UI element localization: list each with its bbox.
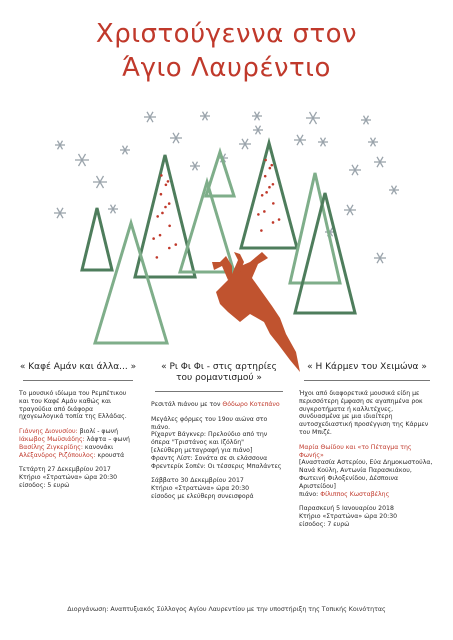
snowflake-icon [374,157,386,167]
event3-entry: είσοδος: 7 ευρώ [299,520,350,528]
program-line: Φρεντερίκ Σοπέν: Οι τέσσερις Μπαλάντες [151,462,282,470]
ornament-dot [152,237,155,240]
christmas-trees [82,143,355,343]
event1-heading: « Καφέ Αμάν και άλλα... » [19,362,137,372]
ornament-dot [265,191,268,194]
snowflake-icon [108,205,118,214]
event3-pianist: Φίλιππος Κωσταβέλης [320,490,390,498]
event3-band-members: [Αναστασία Αστερίου, Εύα Δημοκωστούλα, Νανά Κούλη, Αντωνία Παρασκιάκου, Φωτεινή Φιλοξενίδου, Δέσποινα Αριστείδου] [299,459,433,490]
ornament-dot [270,164,273,167]
snowflake-icon [75,154,89,166]
tree-icon [82,208,112,270]
event3-divider [304,380,430,381]
performer-name: Αλέξανδρος Ριζόπουλος: [19,451,96,459]
event-column-3 [299,362,435,536]
tree-icon [241,143,297,248]
snowflake-icon [120,146,130,155]
ornament-dot [268,186,271,189]
performer-name: Βασίλης Ζιγκερίδης: [19,443,83,451]
snowflake-icon [361,116,371,125]
snowflake-icon [190,162,200,171]
ornament-dot [164,206,167,209]
event1-details [19,466,137,489]
snowflake-icon [253,126,263,135]
ornament-dot [264,159,267,162]
event3-heading: « Η Κάρμεν του Χειμώνα » [307,362,427,372]
event2-intro-text: Ρεσιτάλ πιάνου με τον [151,401,223,408]
snowflake-icon [368,138,378,147]
event1-divider [23,380,133,381]
snowflake-icon [374,253,386,263]
snowflake-icon [252,112,262,121]
performer-role: κρουστά [95,451,125,459]
event3-band-name: Μαρία Θωίδου και «το Πέταγμα της Φωνής» [299,443,412,459]
poster-title-line2: Άγιο Λαυρέντιο [122,53,331,83]
performer-role: λάφτα – φωνή [84,435,130,443]
ornament-dot [160,174,163,177]
event-column-1 [19,362,137,497]
event2-heading [151,362,287,384]
program-line: Φραντς Λίστ: Σονάτα σε σι ελάσσονα [151,454,268,462]
ornament-dot [174,243,177,246]
event2-details [151,477,287,500]
event3-date: Παρασκευή 5 Ιανουαρίου 2018 [299,505,394,513]
ornament-dot [156,215,159,218]
ornament-dot [168,247,171,250]
christmas-illustration [0,95,453,375]
ornament-dot [260,229,263,232]
event3-details [299,505,435,528]
footer-organizer: Διοργάνωση: Αναπτυξιακός Σύλλογος Αγίου Λαυρεντίου με την υποστήριξη της Τοπικής Κοινότητας [67,606,386,613]
program-line: Μεγάλες φόρμες του 19ου αιώνα στο πιάνο. [151,415,268,431]
event2-heading-line2: του ρομαντισμού » [176,373,262,383]
ornament-dot [264,175,267,178]
event1-place: Κτήριο «Στρατώνα» ώρα 20:30 [19,474,118,482]
performer-role: βιολί - φωνή [77,428,119,436]
snowflake-icon [54,208,66,218]
event1-entry: είσοδος: 5 ευρώ [19,481,70,489]
ornament-dot [272,183,275,186]
event3-place: Κτήριο «Στρατώνα» ώρα 20:30 [299,513,398,521]
program-line: Ρίχαρντ Βάγκνερ: Πρελούδιο από την όπερα "Τριστάνος και Ιζόλδη" [151,431,268,447]
event2-entry: είσοδος με ελεύθερη συνεισφορά [151,492,254,500]
performer-name: Ιάκωβος Μωϋσιάδης: [19,435,85,443]
ornament-dot [167,180,170,183]
event2-place: Κτήριο «Στρατώνα» ώρα 20:30 [151,485,250,493]
snowflake-icon [294,135,306,145]
event3-description: Ήχοι από διαφορετικά μουσικά είδη με περισσότερη έμφαση σε αγαπημένα ροκ συγκροτήματα ή καλλιτέχνες, συνδυασμένα με μια ιδιαίτερη αυτοσχεδιαστική προσέγγιση της Κάρμεν του Μπιζέ. [299,390,429,436]
snowflake-icon [144,112,156,122]
ornament-dot [263,210,266,213]
ornament-dot [168,202,171,205]
performer-name: Γιάννης Διονυσίου: [19,428,78,436]
event2-date: Σάββατο 30 Δεκεμβρίου 2017 [151,477,244,485]
ornament-dot [269,167,272,170]
event2-program [151,416,287,471]
event2-intro [151,401,287,409]
snowflake-icon [93,176,107,188]
program-line: [ελεύθερη μεταγραφή για πιάνο] [151,446,253,454]
event-column-2 [151,362,287,508]
event3-performers [299,444,435,499]
ornament-dot [261,194,264,197]
ornament-dot [257,213,260,216]
poster-title-line1: Χριστούγεννα στον [95,19,358,49]
event1-performers [19,428,137,459]
ornament-dot [156,256,159,259]
event1-description: Το μουσικό ιδίωμα του Ρεμπέτικου και του Καφέ Αμάν καθώς και τραγούδια από διάφορα ηχογεωλογικά τοπία της Ελλάδας. [19,390,127,421]
snowflake-icon [200,112,210,121]
snowflake-icon [389,186,399,195]
ornament-dot [168,224,171,227]
snowflake-icon [55,141,65,150]
event1-date: Τετάρτη 27 Δεκεμβρίου 2017 [19,466,111,474]
event3-piano-label: πιάνο: [299,490,321,498]
ornament-dot [159,234,162,237]
snowflake-icon [349,165,361,175]
tree-icon [135,155,195,277]
snowflake-icon [318,138,328,147]
ornament-dot [160,193,163,196]
reindeer-icon [212,252,300,372]
event2-pianist: Θόδωρο Κοτεπάνο [222,401,280,408]
snowflake-icon [239,139,251,149]
snowflake-icon [170,133,182,143]
ornament-dot [161,212,164,215]
snowflake-icon [306,112,320,124]
ornament-dot [278,218,281,221]
event2-divider [155,391,283,392]
ornament-dot [165,183,168,186]
ornament-dot [272,202,275,205]
performer-role: κανονάκι [82,443,114,451]
snowflake-icon [344,205,356,215]
ornament-dot [272,221,275,224]
event2-heading-line1: « Ρι Φι Φι - στις αρτηρίες [161,362,277,372]
